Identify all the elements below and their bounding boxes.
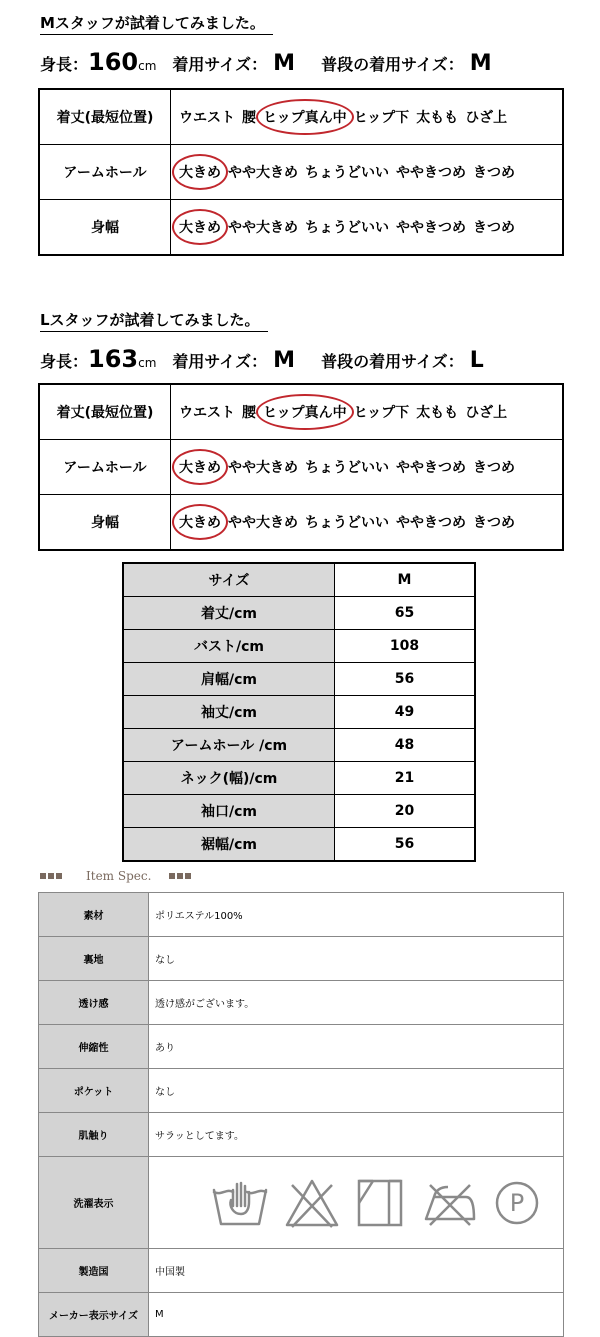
fit-option: ややきつめ [396,460,466,476]
table-row [123,696,475,729]
fit-option: ちょうどいい [305,460,389,476]
fit-option: やや大きめ [228,460,298,476]
spec-value: M [149,1293,564,1337]
fit-option: きつめ [473,515,515,531]
size-measure-value: 21 [335,762,476,795]
table-row [123,795,475,828]
fit-row-label: 着丈(最短位置) [39,384,171,440]
fit-row-label: 着丈(最短位置) [39,89,171,145]
fit-option-selected: 大きめ [179,217,221,237]
fit-option: やや大きめ [228,515,298,531]
svg-text:P: P [509,1188,525,1217]
size-measure-label: バスト/cm [123,630,335,663]
spec-key: 裏地 [39,937,149,981]
fit-option: 腰 [242,110,256,126]
professional-dry-clean-p-icon [493,1179,541,1227]
table-row [123,597,475,630]
staff-m-fit-table [38,88,564,256]
size-measure-value: 20 [335,795,476,828]
size-measure-label: 着丈/cm [123,597,335,630]
spec-key: 製造国 [39,1249,149,1293]
fit-option: 太もも [416,110,459,126]
fit-option: ヒップ下 [353,405,410,421]
staff-l-fit-table [38,383,564,551]
size-measure-value: 49 [335,696,476,729]
table-row [39,89,563,145]
spec-value: 中国製 [149,1249,564,1293]
fit-option: ちょうどいい [305,220,389,236]
item-spec-table [38,892,564,1337]
table-row [39,1293,564,1337]
spec-value: ポリエステル100% [149,893,564,937]
fit-row-label: アームホール [39,145,171,200]
staff-l-title: Lスタッフが試着してみました。 [40,309,268,332]
table-row [39,1113,564,1157]
fit-option: 腰 [242,405,256,421]
size-header-label: サイズ [123,563,335,597]
size-measure-label: 肩幅/cm [123,663,335,696]
size-measure-value: 108 [335,630,476,663]
staff-l-measurements: 身長： 163 cm 着用サイズ： M 普段の着用サイズ： L [40,345,484,373]
table-row [123,828,475,862]
table-row [39,1025,564,1069]
fit-option: ヒップ下 [353,110,410,126]
fit-row-label: アームホール [39,440,171,495]
staff-m-title: Mスタッフが試着してみました。 [40,12,273,35]
size-measure-label: 袖丈/cm [123,696,335,729]
size-measure-value: 56 [335,663,476,696]
fit-option: やや大きめ [228,165,298,181]
square-bullet-icon [40,873,46,879]
spec-key: ポケット [39,1069,149,1113]
table-row [123,663,475,696]
no-tumble-dry-icon [420,1177,478,1229]
fit-row-label: 身幅 [39,495,171,551]
fit-option: ウエスト [179,405,235,421]
staff-m-measurements: 身長： 160 cm 着用サイズ： M 普段の着用サイズ： M [40,48,492,76]
size-measure-value: 65 [335,597,476,630]
spec-key: 透け感 [39,981,149,1025]
spec-value: なし [149,1069,564,1113]
fit-option: ちょうどいい [305,515,389,531]
table-row [39,1069,564,1113]
fit-option: きつめ [473,165,515,181]
fit-options [171,89,564,145]
fit-option: ウエスト [179,110,235,126]
spec-value: あり [149,1025,564,1069]
size-measure-label: ネック(幅)/cm [123,762,335,795]
fit-options [171,384,564,440]
table-row [123,630,475,663]
table-row [39,495,563,551]
square-bullet-icon [56,873,62,879]
fit-option: ひざ上 [465,110,508,126]
size-measure-label: 裾幅/cm [123,828,335,862]
spec-key: 肌触り [39,1113,149,1157]
table-row [123,762,475,795]
fit-option: ややきつめ [396,515,466,531]
fit-options [171,200,564,256]
square-bullet-icon [169,873,175,879]
fit-option-selected: ヒップ真ん中 [263,402,347,422]
fit-option-selected: 大きめ [179,512,221,532]
fit-option: ややきつめ [396,220,466,236]
spec-key: 洗濯表示 [39,1157,149,1249]
table-row [39,145,563,200]
table-row [123,563,475,597]
spec-value: なし [149,937,564,981]
square-bullet-icon [185,873,191,879]
fit-option-selected: 大きめ [179,457,221,477]
fit-option-selected: ヒップ真ん中 [263,107,347,127]
fit-option: 太もも [416,405,459,421]
square-bullet-icon [48,873,54,879]
fit-row-label: 身幅 [39,200,171,256]
fit-options [171,440,564,495]
fit-option: きつめ [473,220,515,236]
fit-option: ややきつめ [396,165,466,181]
spec-key: 伸縮性 [39,1025,149,1069]
spec-key: 素材 [39,893,149,937]
item-spec-heading: Item Spec. [40,869,193,883]
spec-value: 透け感がございます。 [149,981,564,1025]
size-measure-label: 袖口/cm [123,795,335,828]
fit-option: ちょうどいい [305,165,389,181]
table-row [39,200,563,256]
hand-wash-icon [211,1176,269,1230]
table-row [39,440,563,495]
table-row [39,937,564,981]
table-row [123,729,475,762]
fit-option: ひざ上 [465,405,508,421]
care-label-icons [149,1157,564,1249]
size-table [122,562,476,862]
square-bullet-icon [177,873,183,879]
table-row [39,1249,564,1293]
fit-option: きつめ [473,460,515,476]
spec-value: サラッとしてます。 [149,1113,564,1157]
table-row [39,981,564,1025]
no-bleach-icon [284,1177,340,1229]
fit-option: やや大きめ [228,220,298,236]
size-measure-value: 56 [335,828,476,862]
table-row [39,1157,564,1249]
table-row [39,893,564,937]
fit-option-selected: 大きめ [179,162,221,182]
line-dry-shade-icon [355,1177,405,1229]
size-measure-label: アームホール /cm [123,729,335,762]
fit-options [171,145,564,200]
size-measure-value: 48 [335,729,476,762]
table-row [39,384,563,440]
spec-key: メーカー表示サイズ [39,1293,149,1337]
size-header-value: M [335,563,476,597]
fit-options [171,495,564,551]
